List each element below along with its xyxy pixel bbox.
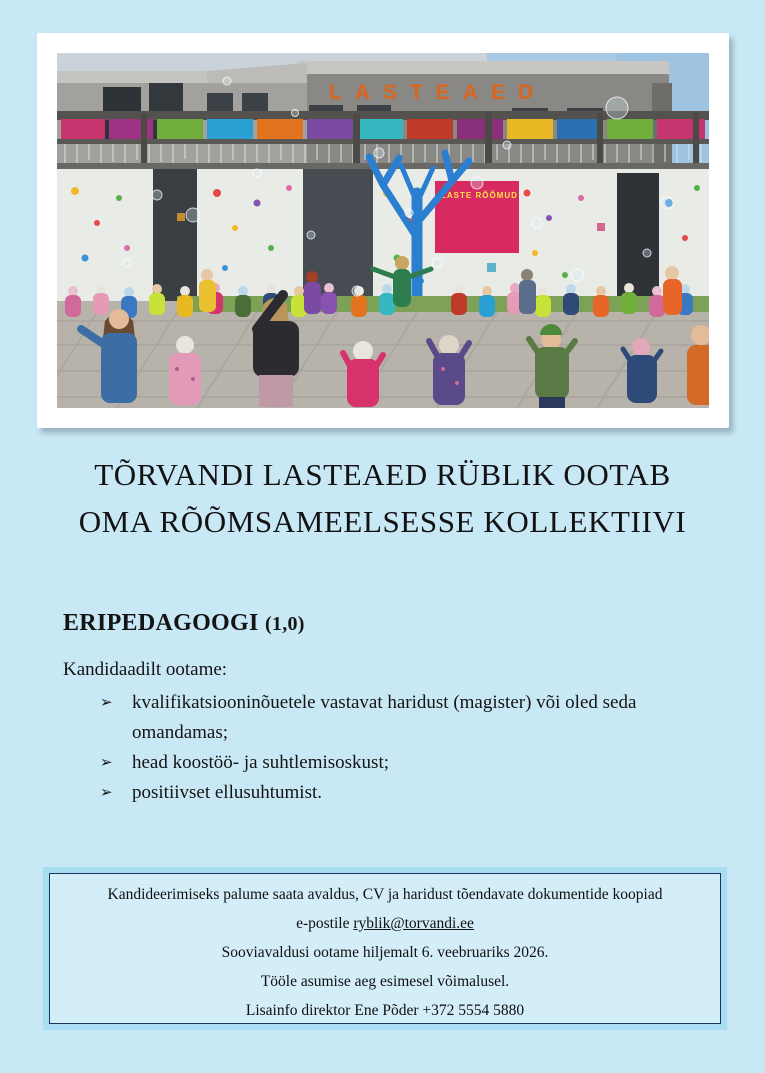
bullet-arrow-icon: ➢ xyxy=(100,695,113,711)
application-info-box xyxy=(43,867,727,1030)
photo-frame xyxy=(37,33,729,428)
page-title xyxy=(0,451,765,545)
position-load: (1,0) xyxy=(264,613,305,635)
page-title-line1: TÕRVANDI LASTEAED RÜBLIK OOTAB xyxy=(94,457,671,492)
requirement-text: head koostöö- ja suhtlemisoskust; xyxy=(132,752,390,773)
poster-text: LASTE RÕÕMUD xyxy=(441,191,518,200)
position-name: ERIPEDAGOOGI xyxy=(63,610,259,636)
position-heading xyxy=(63,610,305,637)
requirement-text: positiivset ellusuhtumist. xyxy=(132,782,323,803)
intro-line: Kandidaadilt ootame: xyxy=(63,659,228,680)
application-instruction: Kandideerimiseks palume saata avaldus, CV ja haridust tõendavate dokumentide koopiad xyxy=(107,886,663,903)
email-line xyxy=(50,916,720,933)
start-date-line: Tööle asumise aeg esimesel võimalusel. xyxy=(260,973,510,990)
email-link[interactable]: ryblik@torvandi.ee xyxy=(353,915,474,932)
bullet-arrow-icon: ➢ xyxy=(100,785,113,801)
building-sign-text: LASTEAED xyxy=(329,81,547,104)
requirement-item xyxy=(63,688,663,748)
deadline-line: Sooviavaldusi ootame hiljemalt 6. veebruariks 2026. xyxy=(221,944,549,961)
page-title-line2: OMA RÕÕMSAMEELSESSE KOLLEKTIIVI xyxy=(78,504,687,539)
requirement-text: kvalifikatsiooninõuetele vastavat haridust (magister) või oled seda omandamas; xyxy=(132,692,637,743)
requirement-item xyxy=(63,748,663,778)
bullet-arrow-icon: ➢ xyxy=(100,755,113,771)
requirement-item xyxy=(63,778,663,808)
contact-line: Lisainfo direktor Ene Põder +372 5554 5880 xyxy=(245,1002,525,1019)
email-prefix: e-postile xyxy=(296,915,354,932)
requirements-list xyxy=(63,688,663,808)
kindergarten-photo xyxy=(57,53,709,408)
application-info-inner xyxy=(49,873,721,1024)
